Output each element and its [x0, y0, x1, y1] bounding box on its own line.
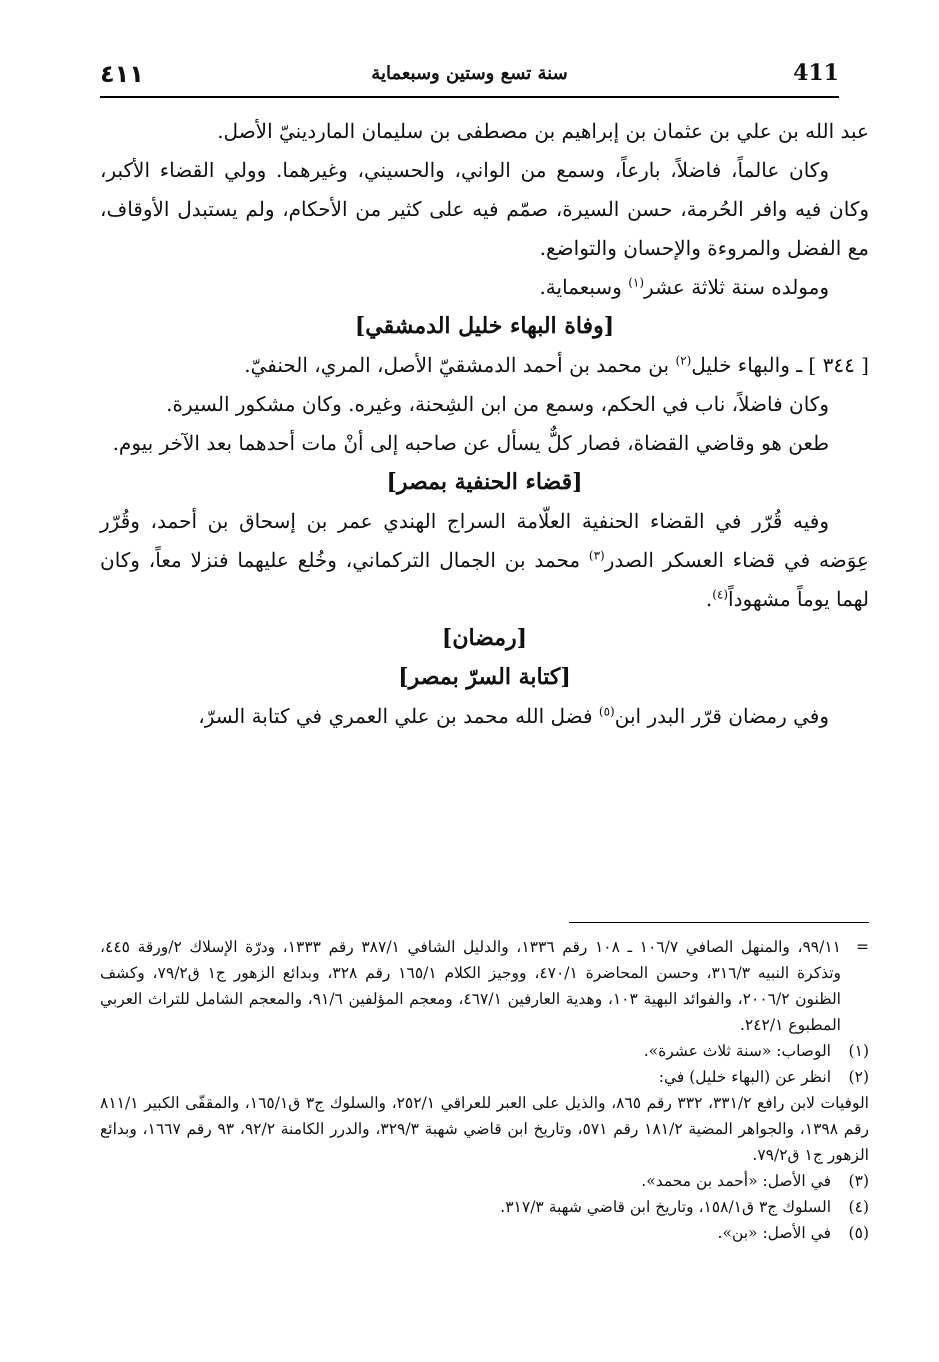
paragraph-3	[100, 268, 869, 307]
footnote-ref-3: (٣)	[588, 548, 605, 563]
footnote-ref-4: (٤)	[712, 587, 729, 602]
text-run: وفي رمضان قرّر البدر ابن	[614, 704, 829, 728]
footnote-1	[100, 1038, 869, 1064]
page-number-latin: 411	[793, 60, 839, 86]
paragraph-5: وكان فاضلاً، ناب في الحكم، وسمع من ابن الشِحنة، وغيره. وكان مشكور السيرة.	[166, 392, 829, 416]
text-run: وفيه قُرّر في القضاء الحنفية العلّامة السراج الهندي عمر بن إسحاق بن أحمد، وقُرّر عِوَضه في قضاء العسكر الصدر	[100, 509, 869, 572]
footnotes	[100, 934, 869, 1246]
page-number-arabic: ٤١١	[100, 60, 144, 88]
footnote-ref-1: (١)	[628, 275, 645, 290]
main-text	[100, 112, 869, 736]
paragraph-2: وكان عالماً، فاضلاً، بارعاً، وسمع من الواني، والحسيني، وغيرهما. وولي القضاء الأكبر، وكان فيه وافر الحُرمة، حسن السيرة، صمّم فيه على كثير من الأحكام، ولم يستبدل الأوقاف، مع الفضل والمروءة والإحسان والتواضع.	[100, 158, 869, 260]
section-heading-hanafi: [قضاء الحنفية بمصر]	[386, 469, 583, 495]
footnote-text: السلوك ج٣ ق١٥٨/١، وتاريخ ابن قاضي شهبة ٣١٧/٣.	[500, 1198, 831, 1216]
footnote-text: في الأصل: «بن».	[717, 1224, 831, 1242]
footnote-text: ٩٩/١١، والمنهل الصافي ١٠٦/٧ ـ ١٠٨ رقم ١٣٣٦، والدليل الشافي ٣٨٧/١ رقم ١٣٣٣، ودرّة الإسلاك ٢/ورقة ٤٤٥، وتذكرة النبيه ٣١٦/٣، وحسن المحاضرة ٤٧٠/١، ووجيز الكلام ١٦٥/١ رقم ٣٢٨، وبدائع الزهور ج١ ق٧٩/٢، وكشف الظنون ٢٠٠٦/٢، والفوائد البهية ١٠٣، وهدية العارفين ٤٦٧/١، ومعجم المؤلفين ٩١/٦، والمعجم الشامل للتراث العربي المطبوع ٢٤٢/١.	[100, 938, 842, 1034]
footnote-number: (١)	[848, 1042, 869, 1060]
footnote-text: الوصاب: «سنة ثلاث عشرة».	[643, 1042, 831, 1060]
footnote-ref-5: (٥)	[598, 704, 615, 719]
footnote-separator	[569, 922, 869, 923]
text-run: [ ٣٤٤ ] ـ والبهاء خليل	[691, 353, 869, 377]
footnote-ref-2: (٢)	[675, 353, 692, 368]
paragraph-6: طعن هو وقاضي القضاة، فصار كلٌّ يسأل عن صاحبه إلى أنْ مات أحدهما بعد الآخر بيوم.	[112, 431, 829, 455]
text-run: فضل الله محمد بن علي العمري في كتابة السرّ،	[198, 704, 599, 728]
page-header	[100, 56, 839, 98]
footnote-number: (٣)	[848, 1172, 869, 1190]
text-run: محمد بن الجمال التركماني، وخُلع عليهما فنزلا معاً، وكان لهما يوماً مشهوداً	[100, 548, 869, 611]
text-run: وسبعماية.	[539, 275, 629, 299]
section-heading-ramadan: [رمضان]	[441, 625, 528, 651]
continuation-mark: =	[856, 938, 869, 956]
paragraph-8	[100, 697, 869, 736]
section-heading-secretary: [كتابة السرّ بمصر]	[398, 664, 571, 690]
text-run: ومولده سنة ثلاثة عشر	[644, 275, 829, 299]
footnote-continuation	[100, 934, 869, 1038]
footnote-3	[100, 1168, 869, 1194]
text-run: بن محمد بن أحمد الدمشقيّ الأصل، المري، الحنفيّ.	[244, 353, 676, 377]
footnote-text: في الأصل: «أحمد بن محمد».	[641, 1172, 831, 1190]
text-run: .	[705, 587, 713, 611]
section-heading-khalil: [وفاة البهاء خليل الدمشقي]	[354, 313, 615, 339]
footnote-2	[100, 1064, 869, 1090]
footnote-number: (٥)	[848, 1224, 869, 1242]
entry-344	[100, 346, 869, 385]
paragraph-7	[100, 502, 869, 619]
footnote-number: (٤)	[848, 1198, 869, 1216]
running-title: سنة تسع وستين وسبعماية	[371, 63, 568, 84]
footnote-4	[100, 1194, 869, 1220]
footnote-2-sources: الوفيات لابن رافع ٣٣١/٢، ٣٣٢ رقم ٨٦٥، والذيل على العبر للعراقي ٢٥٢/١، والسلوك ج٣ ق١٦٥/١، والمقفّى الكبير ٨١١/١ رقم ١٣٩٨، والجواهر المضية ١٨١/٢ رقم ٥٧١، وتاريخ ابن قاضي شهبة ٣٢٩/٣، والدرر الكامنة ٩٢/٢، ٩٣ رقم ١٦٦٧، وبدائع الزهور ج١ ق٧٩/٢.	[100, 1094, 869, 1164]
footnote-number: (٢)	[848, 1068, 869, 1086]
paragraph-1: عبد الله بن علي بن عثمان بن إبراهيم بن مصطفى بن سليمان الماردينيّ الأصل.	[217, 119, 869, 143]
footnote-text: انظر عن (البهاء خليل) في:	[658, 1068, 831, 1086]
footnote-5	[100, 1220, 869, 1246]
